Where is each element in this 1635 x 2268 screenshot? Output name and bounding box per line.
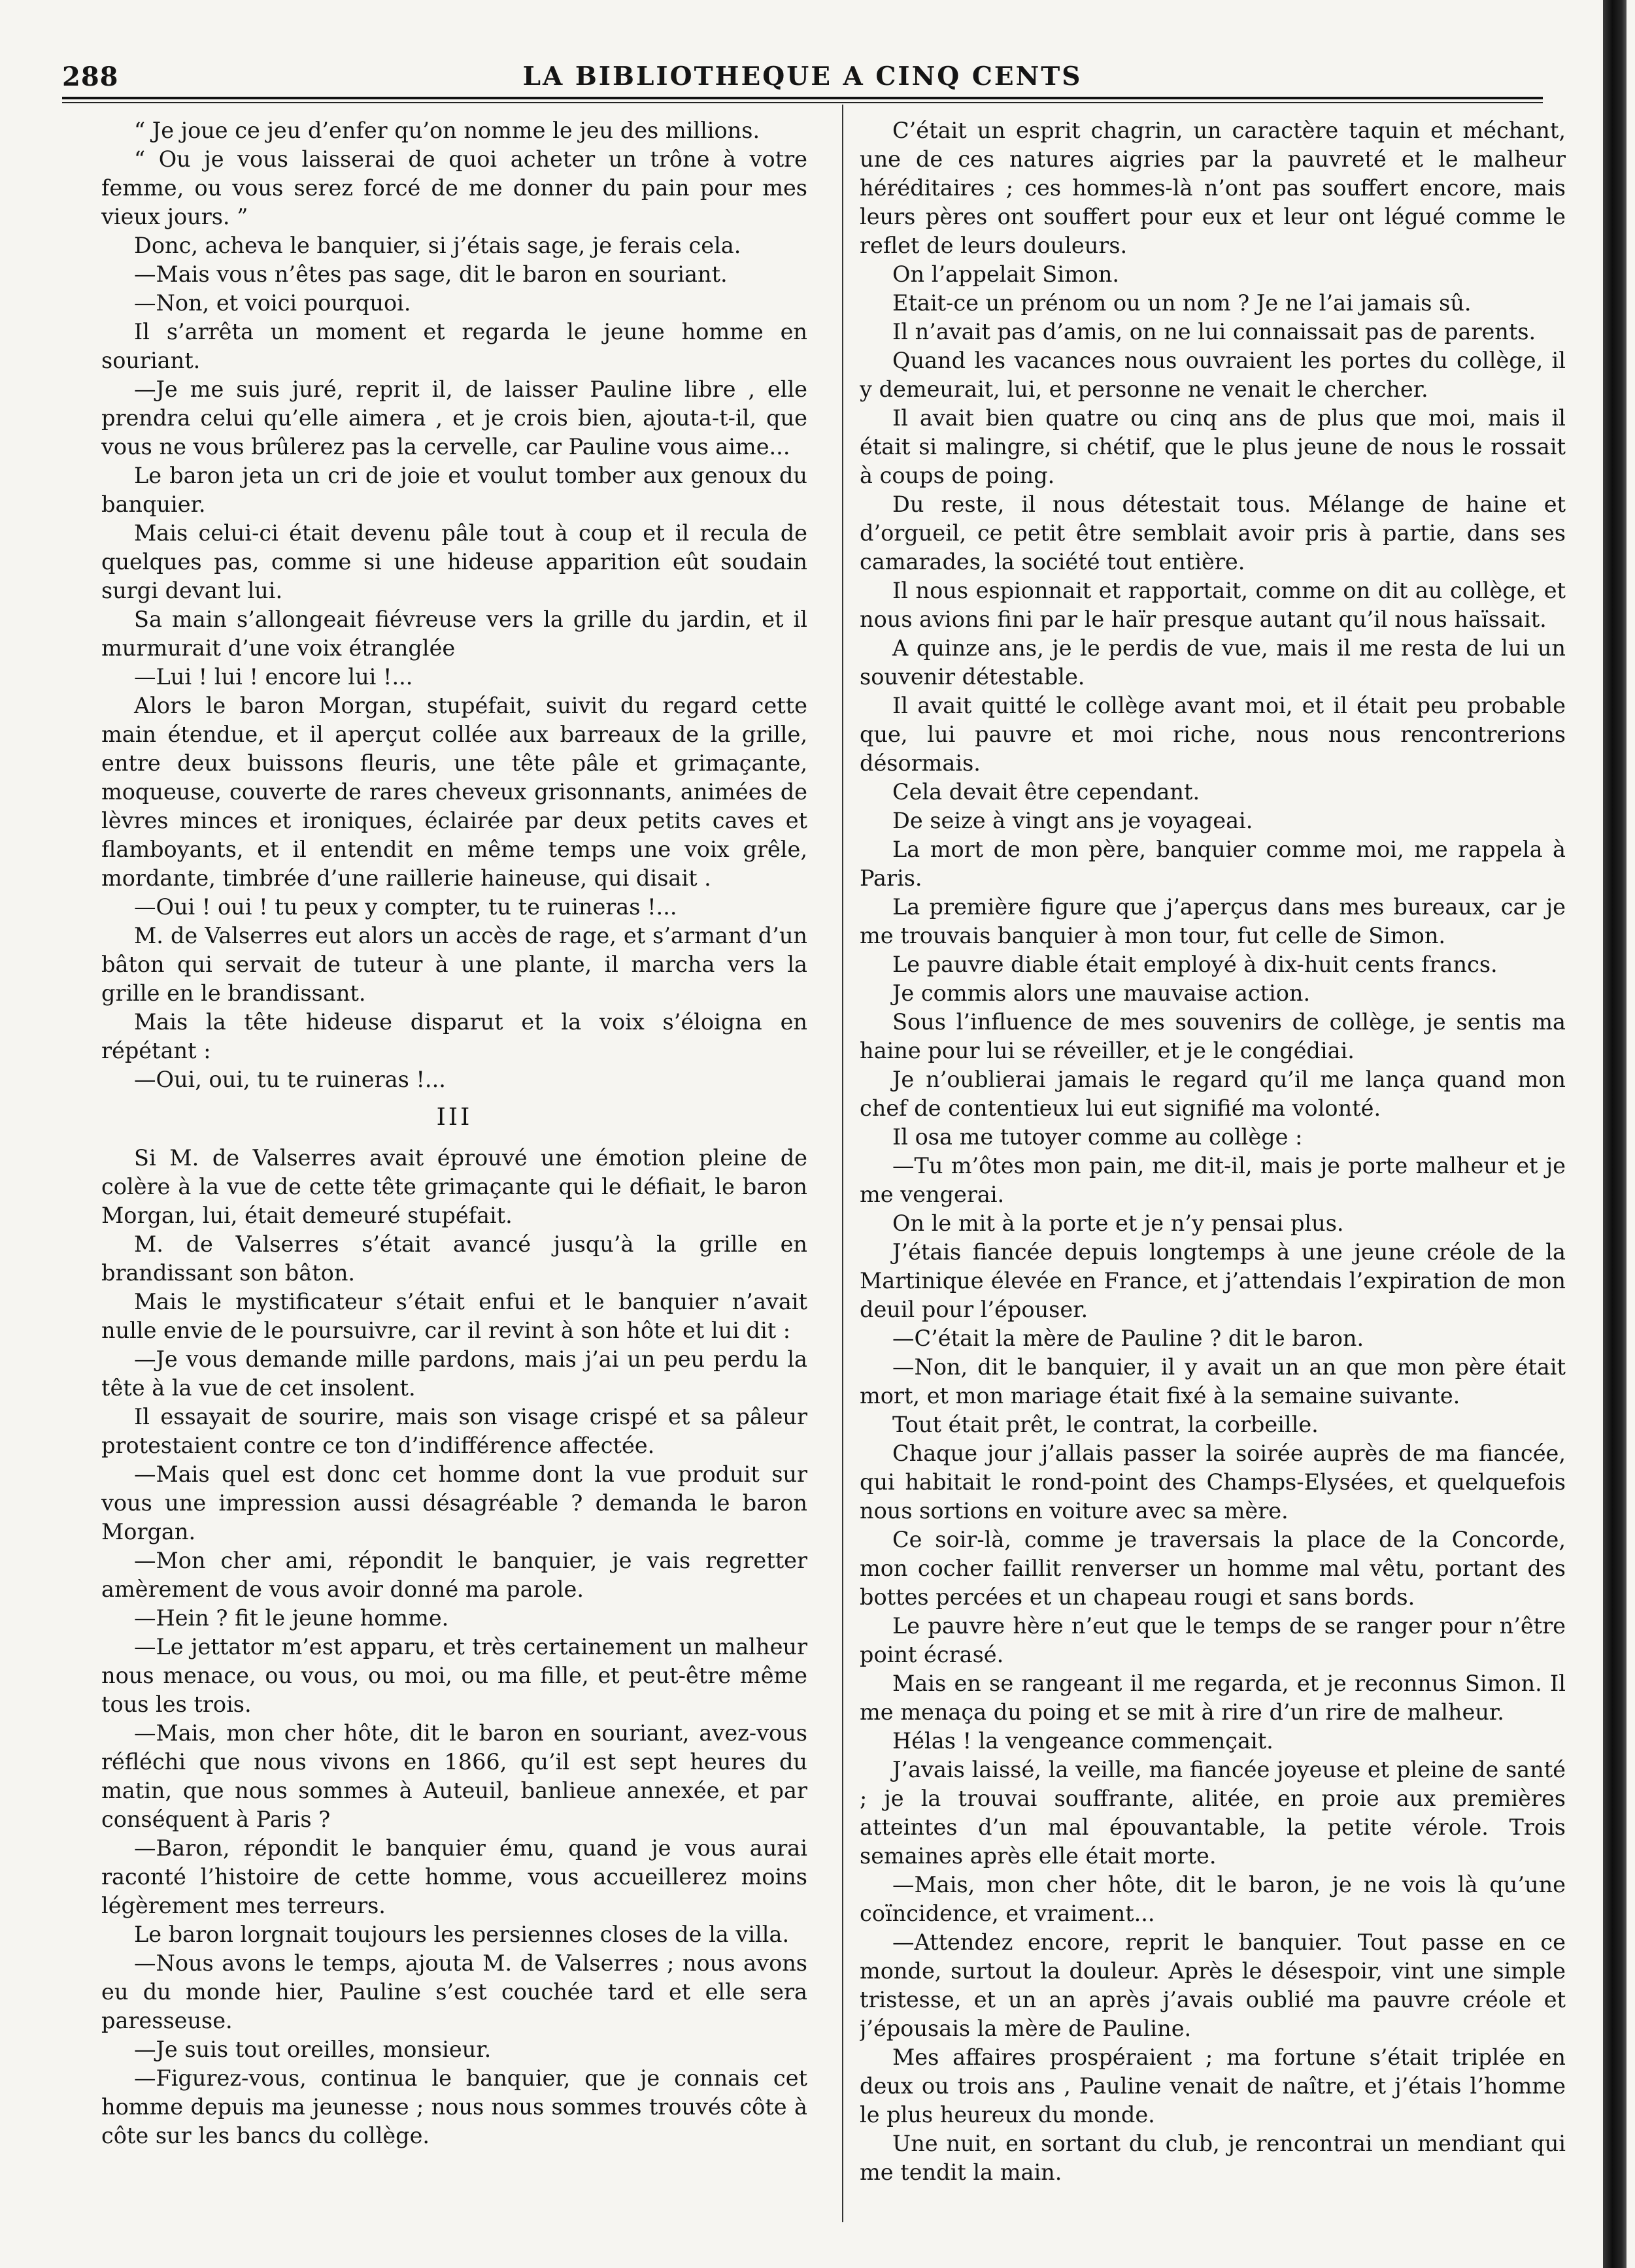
paragraph: J’avais laissé, la veille, ma fiancée joyeuse et pleine de santé ; je la trouvai souffrante, alitée, en proie aux premières atteintes d’un mal épouvantable, la petite vérole. Trois semaines après elle était morte. <box>860 1757 1566 1869</box>
paragraph: Cela devait être cependant. <box>892 779 1200 805</box>
paragraph: —Attendez encore, reprit le banquier. Tout passe en ce monde, surtout la douleur. Après le désespoir, vint une simple tristesse, et un an après j’avais oublié ma pauvre créole et j’épousais la mère de Pauline. <box>860 1929 1566 2041</box>
paragraph: —Mais vous n’êtes pas sage, dit le baron en souriant. <box>134 261 728 287</box>
paragraph: De seize à vingt ans je voyageai. <box>892 808 1253 833</box>
paragraph: Le pauvre diable était employé à dix-huit cents francs. <box>892 952 1498 977</box>
paragraph: —Mon cher ami, répondit le banquier, je vais regretter amèrement de vous avoir donné ma parole. <box>101 1548 807 1602</box>
paragraph: Ce soir-là, comme je traversais la place de la Concorde, mon cocher faillit renverser un homme mal vêtu, portant des bottes percées et un chapeau rougi et sans bords. <box>860 1527 1566 1610</box>
paragraph: Mais en se rangeant il me regarda, et je reconnus Simon. Il me menaça du poing et se mit à rire d’un rire de malheur. <box>860 1671 1566 1725</box>
paragraph: Il n’avait pas d’amis, on ne lui connaissait pas de parents. <box>892 319 1536 344</box>
paragraph: La première figure que j’aperçus dans mes bureaux, car je me trouvais banquier à mon tour, fut celle de Simon. <box>860 894 1566 948</box>
paragraph: Tout était prêt, le contrat, la corbeille. <box>892 1412 1319 1437</box>
paragraph: —Hein ? fit le jeune homme. <box>134 1605 449 1631</box>
paragraph: On le mit à la porte et je n’y pensai plus. <box>892 1210 1344 1236</box>
paragraph: “ Je joue ce jeu d’enfer qu’on nomme le jeu des millions. <box>134 118 760 143</box>
paragraph: Une nuit, en sortant du club, je rencontrai un mendiant qui me tendit la main. <box>860 2131 1566 2185</box>
page-number: 288 <box>62 61 119 92</box>
header-rule-thin <box>62 102 1543 103</box>
paragraph: Je n’oublierai jamais le regard qu’il me lança quand mon chef de contentieux lui eut signifié ma volonté. <box>860 1067 1566 1121</box>
paragraph: Il s’arrêta un moment et regarda le jeune homme en souriant. <box>101 319 807 373</box>
paragraph: Etait-ce un prénom ou un nom ? Je ne l’ai jamais sû. <box>892 290 1472 316</box>
paragraph: Hélas ! la vengeance commençait. <box>892 1728 1273 1754</box>
paragraph: “ Ou je vous laisserai de quoi acheter un trône à votre femme, ou vous serez forcé de me donner du pain pour mes vieux jours. ” <box>101 146 807 229</box>
paragraph: Sa main s’allongeait fiévreuse vers la grille du jardin, et il murmurait d’une voix étranglée <box>101 607 807 661</box>
paragraph: Si M. de Valserres avait éprouvé une émotion pleine de colère à la vue de cette tête grimaçante qui le défiait, le baron Morgan, lui, était demeuré stupéfait. <box>101 1145 807 1228</box>
paragraph: Du reste, il nous détestait tous. Mélange de haine et d’orgueil, ce petit être semblait avoir pris à partie, dans ses camarades, la société tout entière. <box>860 492 1566 575</box>
paragraph: Le baron lorgnait toujours les persiennes closes de la villa. <box>134 1922 790 1947</box>
section-heading: III <box>436 1104 473 1131</box>
paragraph: —Je me suis juré, reprit il, de laisser Pauline libre , elle prendra celui qu’elle aimera , et je crois bien, ajouta-t-il, que vous ne vous brûlerez pas la cervelle, car Pauline vous aime... <box>101 376 807 459</box>
left-column <box>101 116 807 2208</box>
paragraph: Il avait bien quatre ou cinq ans de plus que moi, mais il était si malingre, si chétif, que le plus jeune de nous le rossait à coups de poing. <box>860 405 1566 488</box>
paragraph: Je commis alors une mauvaise action. <box>892 980 1311 1006</box>
paragraph: —Mais, mon cher hôte, dit le baron en souriant, avez-vous réfléchi que nous vivons en 1866, qu’il est sept heures du matin, que nous sommes à Auteuil, banlieue annexée, et par conséquent à Paris ? <box>101 1720 807 1832</box>
paragraph: —Nous avons le temps, ajouta M. de Valserres ; nous avons eu du monde hier, Pauline s’est couchée tard et elle sera paresseuse. <box>101 1950 807 2033</box>
paragraph: J’étais fiancée depuis longtemps à une jeune créole de la Martinique élevée en France, et j’attendais l’expiration de mon deuil pour l’épouser. <box>860 1239 1566 1322</box>
paragraph: Il nous espionnait et rapportait, comme on dit au collège, et nous avions fini par le haïr presque autant qu’il nous haïssait. <box>860 578 1566 632</box>
paragraph: —Je vous demande mille pardons, mais j’ai un peu perdu la tête à la vue de cet insolent. <box>101 1346 807 1401</box>
paragraph: —Oui ! oui ! tu peux y compter, tu te ruineras !... <box>134 894 677 920</box>
paragraph: Il osa me tutoyer comme au collège : <box>892 1124 1303 1150</box>
paragraph: —Mais, mon cher hôte, dit le baron, je ne vois là qu’une coïncidence, et vraiment... <box>860 1872 1566 1926</box>
paragraph: Mais la tête hideuse disparut et la voix s’éloigna en répétant : <box>101 1009 807 1063</box>
paragraph: —Oui, oui, tu te ruineras !... <box>134 1067 446 1092</box>
paragraph: Mais celui-ci était devenu pâle tout à coup et il recula de quelques pas, comme si une hideuse apparition eût soudain surgi devant lui. <box>101 520 807 603</box>
paragraph: La mort de mon père, banquier comme moi, me rappela à Paris. <box>860 837 1566 891</box>
paragraph: —C’était la mère de Pauline ? dit le baron. <box>892 1326 1364 1351</box>
paragraph: C’était un esprit chagrin, un caractère taquin et méchant, une de ces natures aigries par la pauvreté et le malheur héréditaires ; ces hommes-là n’ont pas souffert encore, mais leurs pères ont souffert pour eux et leur ont légué comme le reflet de leurs douleurs. <box>860 118 1566 258</box>
paragraph: —Tu m’ôtes mon pain, me dit-il, mais je porte malheur et je me vengerai. <box>860 1153 1566 1207</box>
paragraph: M. de Valserres s’était avancé jusqu’à la grille en brandissant son bâton. <box>101 1231 807 1286</box>
column-divider <box>842 105 843 2222</box>
paragraph: Mais le mystificateur s’était enfui et le banquier n’avait nulle envie de le poursuivre, car il revint à son hôte et lui dit : <box>101 1289 807 1343</box>
paragraph: —Non, et voici pourquoi. <box>134 290 411 316</box>
paragraph: On l’appelait Simon. <box>892 261 1120 287</box>
paragraph: —Lui ! lui ! encore lui !... <box>134 664 413 690</box>
paragraph: Le baron jeta un cri de joie et voulut tomber aux genoux du banquier. <box>101 463 807 517</box>
paragraph: Il avait quitté le collège avant moi, et il était peu probable que, lui pauvre et moi riche, nous nous rencontrerions désormais. <box>860 693 1566 776</box>
paragraph: Sous l’influence de mes souvenirs de collège, je sentis ma haine pour lui se réveiller, et je le congédiai. <box>860 1009 1566 1063</box>
page-edge-shadow <box>1603 0 1627 2268</box>
running-title: LA BIBLIOTHEQUE A CINQ CENTS <box>522 61 1083 92</box>
paragraph: Alors le baron Morgan, stupéfait, suivit du regard cette main étendue, et il aperçut collée aux barreaux de la grille, entre deux buissons fleuris, une tête pâle et grimaçante, moqueuse, couverte de rares cheveux grisonnants, animées de lèvres minces et ironiques, éclairée par deux petits caves et flamboyants, et il entendit en même temps une voix grêle, mordante, timbrée d’une raillerie haineuse, qui disait . <box>101 693 807 891</box>
paragraph: A quinze ans, je le perdis de vue, mais il me resta de lui un souvenir détestable. <box>860 635 1566 690</box>
paragraph: —Le jettator m’est apparu, et très certainement un malheur nous menace, ou vous, ou moi, ou ma fille, et peut-être même tous les trois. <box>101 1634 807 1717</box>
paragraph: —Baron, répondit le banquier ému, quand je vous aurai raconté l’histoire de cette homme, vous accueillerez moins légèrement mes terreurs. <box>101 1835 807 1918</box>
right-column <box>860 116 1566 2208</box>
paragraph: Chaque jour j’allais passer la soirée auprès de ma fiancée, qui habitait le rond-point des Champs-Elysées, et quelquefois nous sortions en voiture avec sa mère. <box>860 1441 1566 1524</box>
paragraph: M. de Valserres eut alors un accès de rage, et s’armant d’un bâton qui servait de tuteur à une plante, il marcha vers la grille en le brandissant. <box>101 923 807 1006</box>
paragraph: —Non, dit le banquier, il y avait un an que mon père était mort, et mon mariage était fixé à la semaine suivante. <box>860 1354 1566 1409</box>
paragraph: —Mais quel est donc cet homme dont la vue produit sur vous une impression aussi désagréable ? demanda le baron Morgan. <box>101 1461 807 1544</box>
paragraph: Donc, acheva le banquier, si j’étais sage, je ferais cela. <box>134 233 741 258</box>
paragraph: —Je suis tout oreilles, monsieur. <box>134 2037 492 2062</box>
paragraph: Le pauvre hère n’eut que le temps de se ranger pour n’être point écrasé. <box>860 1613 1566 1667</box>
paragraph: Il essayait de sourire, mais son visage crispé et sa pâleur protestaient contre ce ton d’indifférence affectée. <box>101 1404 807 1458</box>
paragraph: Quand les vacances nous ouvraient les portes du collège, il y demeurait, lui, et personne ne venait le chercher. <box>860 348 1566 402</box>
paragraph: Mes affaires prospéraient ; ma fortune s’était triplée en deux ou trois ans , Pauline venait de naître, et j’étais l’homme le plus heureux du monde. <box>860 2044 1566 2127</box>
paragraph: —Figurez-vous, continua le banquier, que je connais cet homme depuis ma jeunesse ; nous nous sommes trouvés côte à côte sur les bancs du collège. <box>101 2065 807 2148</box>
header-rule <box>62 97 1543 99</box>
page-header <box>62 47 1543 99</box>
